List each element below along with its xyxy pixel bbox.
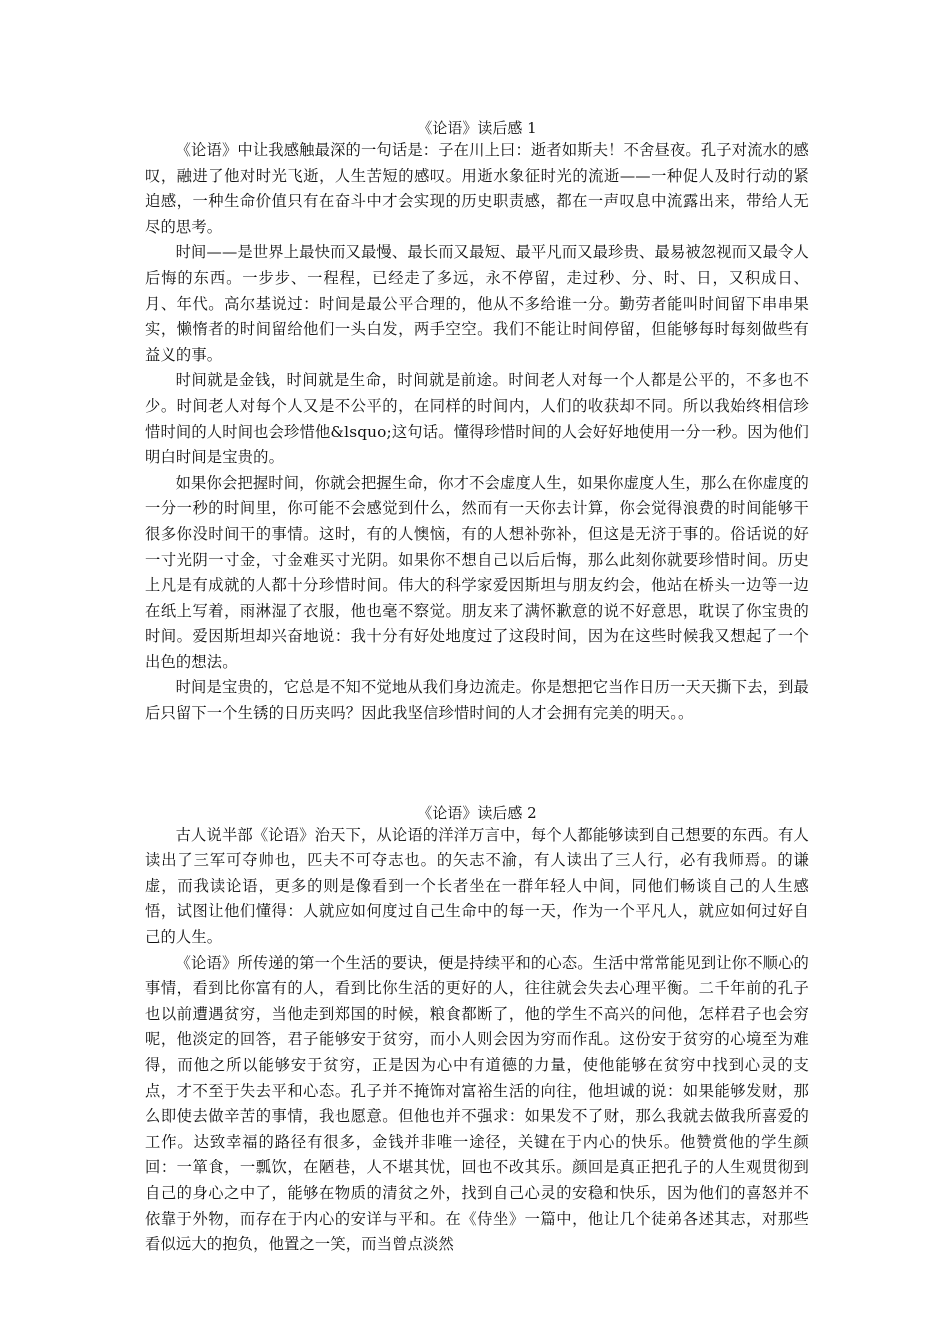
essay-paragraph: 如果你会把握时间，你就会把握生命，你才不会虚度人生，如果你虚度人生，那么在你虚度的一分一秒的时间里，你可能不会感觉到什么，然而有一天你去计算，你会觉得浪费的时间能够干很多你没时间干的事情。这时，有的人懊恼，有的人想补弥补，但这是无济于事的。俗话说的好一寸光阴一寸金，寸金难买寸光阴。如果你不想自己以后后悔，那么此刻你就要珍惜时间。历史上凡是有成就的人都十分珍惜时间。伟大的科学家爱因斯坦与朋友约会，他站在桥头一边等一边在纸上写着，雨淋湿了衣服，他也毫不察觉。朋友来了满怀歉意的说不好意思，耽误了你宝贵的时间。爱因斯坦却兴奋地说：我十分有好处地度过了这段时间，因为在这些时候我又想起了一个出色的想法。: [145, 473, 809, 671]
essay-paragraph: 古人说半部《论语》治天下，从论语的洋洋万言中，每个人都能够读到自己想要的东西。有人读出了三军可夺帅也，匹夫不可夺志也。的矢志不渝，有人读出了三人行，必有我师焉。的谦虚，而我读论语，更多的则是像看到一个长者坐在一群年轻人中间，同他们畅谈自己的人生感悟，试图让他们懂得：人就应如何度过自己生命中的每一天，作为一个平凡人，就应如何过好自己的人生。: [145, 825, 809, 947]
essay-paragraph: 时间就是金钱，时间就是生命，时间就是前途。时间老人对每一个人都是公平的，不多也不少。时间老人对每个人又是不公平的，在同样的时间内，人们的收获却不同。所以我始终相信珍惜时间的人时间也会珍惜他&lsquo;这句话。懂得珍惜时间的人会好好地使用一分一秒。因为他们明白时间是宝贵的。: [145, 371, 809, 467]
essay-1: [145, 118, 809, 727]
essay-2: [145, 803, 809, 1258]
essay-paragraph: 《论语》所传递的第一个生活的要诀，便是持续平和的心态。生活中常常能见到让你不顺心的事情，看到比你富有的人，看到比你生活的更好的人，往往就会失去心理平衡。二千年前的孔子也以前遭遇贫穷，当他走到郑国的时候，粮食都断了，他的学生不高兴的问他，怎样君子也会穷呢，他淡定的回答，君子能够安于贫穷，而小人则会因为穷而作乱。这份安于贫穷的心境至为难得，而他之所以能够安于贫穷，正是因为心中有道德的力量，使他能够在贫穷中找到心灵的支点，才不至于失去平和心态。孔子并不掩饰对富裕生活的向往，他坦诚的说：如果能够发财，那么即使去做辛苦的事情，我也愿意。但他也并不强求：如果发不了财，那么我就去做我所喜爱的工作。达致幸福的路径有很多，金钱并非唯一途径，关键在于内心的快乐。他赞赏他的学生颜回：一箪食，一瓢饮，在陋巷，人不堪其忧，回也不改其乐。颜回是真正把孔子的人生观贯彻到自己的身心之中了，能够在物质的清贫之外，找到自己心灵的安稳和快乐，因为他们的喜怒并不依靠于外物，而存在于内心的安详与平和。在《侍坐》一篇中，他让几个徒弟各述其志，对那些看似远大的抱负，他置之一笑，而当曾点淡然: [145, 953, 809, 1254]
essay-paragraph: 《论语》中让我感触最深的一句话是：子在川上曰：逝者如斯夫！不舍昼夜。孔子对流水的感叹，融进了他对时光飞逝，人生苦短的感叹。用逝水象征时光的流逝——一种促人及时行动的紧迫感，一种生命价值只有在奋斗中才会实现的历史职责感，都在一声叹息中流露出来，带给人无尽的思考。: [145, 141, 809, 236]
essay-title: 《论语》读后感 2: [417, 803, 537, 822]
essay-paragraph: 时间——是世界上最快而又最慢、最长而又最短、最平凡而又最珍贵、最易被忽视而又最令人后悔的东西。一步步、一程程，已经走了多远，永不停留，走过秒、分、时、日，又积成日、月、年代。高尔基说过：时间是最公平合理的，他从不多给谁一分。勤劳者能叫时间留下串串果实，懒惰者的时间留给他们一头白发，两手空空。我们不能让时间停留，但能够每时每刻做些有益义的事。: [145, 243, 809, 364]
document-page: [145, 118, 809, 1258]
essay-title: 《论语》读后感 1: [417, 119, 537, 137]
essay-paragraph: 时间是宝贵的，它总是不知不觉地从我们身边流走。你是想把它当作日历一天天撕下去，到最后只留下一个生锈的日历夹吗？因此我坚信珍惜时间的人才会拥有完美的明天。。: [145, 678, 809, 723]
